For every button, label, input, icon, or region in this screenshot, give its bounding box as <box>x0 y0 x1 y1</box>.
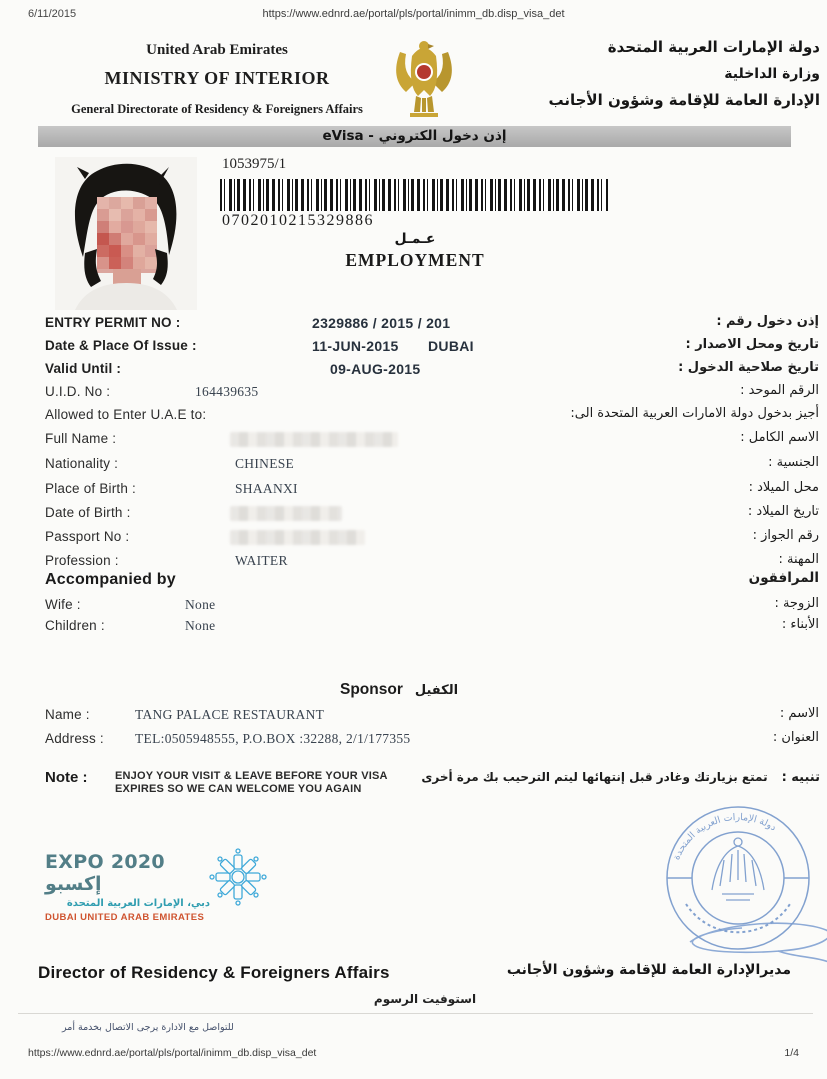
field-label-ar: إذن دخول رقم : <box>716 314 819 329</box>
field-row-nationality <box>45 456 819 476</box>
field-value: TEL:0505948555, P.O.BOX :32288, 2/1/177355 <box>135 731 411 746</box>
note-text-ar: تمتع بزيارتك وغادر قبل إنتهائها ليتم الترحيب بك مرة أخرى <box>421 770 768 784</box>
field-value: 11-JUN-2015 <box>312 338 399 354</box>
file-serial-number: 1053975/1 <box>222 156 287 172</box>
note-label-en: Note : <box>45 769 88 786</box>
letterhead-english <box>42 42 392 117</box>
field-value: 164439635 <box>195 384 259 399</box>
director-title-ar: مديرالإدارة العامة للإقامة وشؤون الأجانب <box>506 962 791 978</box>
sponsor-title-en: Sponsor <box>340 681 403 698</box>
field-label-ar: تاريخ ومحل الاصدار : <box>685 337 819 352</box>
field-row-birth-place <box>45 481 819 501</box>
director-title-en: Director of Residency & Foreigners Affairs <box>38 963 390 982</box>
redacted-value <box>230 530 365 545</box>
field-label-ar: العنوان : <box>772 730 819 745</box>
field-row-full-name <box>45 431 819 451</box>
field-label-en: Allowed to Enter U.A.E to: <box>45 407 207 422</box>
field-label-en: Passport No : <box>45 529 130 544</box>
field-label-en: U.I.D. No : <box>45 384 111 399</box>
field-label-en: Wife : <box>45 597 81 612</box>
field-label-en: Place of Birth : <box>45 481 136 496</box>
uae-falcon-emblem-icon <box>390 34 458 122</box>
section-title-en: Accompanied by <box>45 571 176 588</box>
field-label-en: ENTRY PERMIT NO : <box>45 315 181 330</box>
country-name-ar: دولة الإمارات العربية المتحدة <box>607 38 820 56</box>
field-label-en: Full Name : <box>45 431 117 446</box>
directorate-name-ar: الإدارة العامة للإقامة وشؤون الأجانب <box>548 91 820 109</box>
footer-divider <box>18 1013 813 1014</box>
barcode <box>220 179 608 211</box>
field-row-allowed <box>45 407 819 427</box>
field-label-ar: أجيز بدخول دولة الامارات العربية المتحدة الى: <box>570 406 819 421</box>
field-row-sponsor-name <box>45 707 819 727</box>
expo2020-logo <box>45 851 210 923</box>
field-row-birth-date <box>45 505 819 525</box>
fees-collected-ar: استوفيت الرسوم <box>373 992 477 1006</box>
field-label-ar: الاسم : <box>779 706 819 721</box>
visa-type-english: EMPLOYMENT <box>345 250 485 270</box>
accompanied-by-header <box>45 571 819 591</box>
evisa-title-banner: eVisa - إذن دخول الكتروني <box>38 126 791 147</box>
stamp-ring-text: دولة الإمارات العربية المتحدة <box>671 811 779 862</box>
field-row-passport <box>45 529 819 549</box>
directorate-name-en: General Directorate of Residency & Foreigners Affairs <box>71 102 363 116</box>
expo-subtitle-en: DUBAI UNITED ARAB EMIRATES <box>45 912 205 923</box>
redacted-value <box>230 432 398 447</box>
field-label-ar: المهنة : <box>778 552 819 567</box>
field-row-issue <box>45 338 819 358</box>
field-value: WAITER <box>235 553 288 568</box>
field-value: None <box>185 597 216 612</box>
field-value: 2329886 / 2015 / 201 <box>312 315 451 331</box>
field-label-ar: تاريخ الميلاد : <box>747 504 819 519</box>
expo-subtitle-ar: دبي، الإمارات العربية المتحدة <box>66 898 210 909</box>
sponsor-section-header <box>340 681 458 699</box>
note-arabic <box>421 770 820 785</box>
field-label-en: Valid Until : <box>45 361 122 376</box>
field-value: TANG PALACE RESTAURANT <box>135 707 325 722</box>
field-label-en: Date of Birth : <box>45 505 131 520</box>
barcode-number: 0702010215329886 <box>222 212 374 229</box>
expo-title: EXPO 2020 إكسبو <box>45 851 165 895</box>
field-value: SHAANXI <box>235 481 298 496</box>
sponsor-title-ar: الكفيل <box>414 683 459 698</box>
field-label-ar: الزوجة : <box>774 596 819 611</box>
field-label-en: Address : <box>45 731 104 746</box>
section-title-ar: المرافقون <box>748 570 819 586</box>
field-label-ar: الاسم الكامل : <box>740 430 819 445</box>
field-row-entry-permit <box>45 315 819 335</box>
applicant-photo <box>55 157 197 310</box>
visa-type-arabic: عـمـل <box>394 231 436 247</box>
field-value: None <box>185 618 216 633</box>
field-value: 09-AUG-2015 <box>330 361 421 377</box>
ministry-name-ar: وزارة الداخلية <box>724 66 820 82</box>
note-line2: EXPIRES SO WE CAN WELCOME YOU AGAIN <box>115 783 362 795</box>
note-label-ar: تنبيه : <box>781 770 820 785</box>
country-name-en: United Arab Emirates <box>146 42 288 58</box>
expo-flower-icon <box>208 846 268 908</box>
field-label-ar: الرقم الموحد : <box>740 383 819 398</box>
print-url: https://www.ednrd.ae/portal/pls/portal/inimm_db.disp_visa_det <box>262 8 565 20</box>
note-text-en <box>115 770 460 796</box>
field-label-en: Profession : <box>45 553 119 568</box>
note-line1: ENJOY YOUR VISIT & LEAVE BEFORE YOUR VISA <box>115 770 388 782</box>
footer-page-number: 1/4 <box>784 1047 799 1059</box>
field-row-profession <box>45 553 819 573</box>
contact-note-ar: للتواصل مع الادارة يرجى الاتصال بخدمة أمر <box>62 1022 234 1033</box>
field-row-valid-until <box>45 361 819 381</box>
field-label-en: Nationality : <box>45 456 119 471</box>
letterhead-arabic <box>520 38 820 109</box>
field-value: CHINESE <box>235 456 295 471</box>
field-row-sponsor-address <box>45 731 819 751</box>
field-label-ar: الأبناء : <box>781 617 819 632</box>
redacted-value <box>230 506 342 521</box>
field-label-en: Date & Place Of Issue : <box>45 338 197 353</box>
field-label-en: Children : <box>45 618 105 633</box>
field-value-place: DUBAI <box>428 338 474 354</box>
field-label-ar: رقم الجواز : <box>752 528 819 543</box>
field-row-uid <box>45 384 819 404</box>
field-row-wife <box>45 597 819 617</box>
print-date: 6/11/2015 <box>28 8 77 20</box>
field-row-children <box>45 618 819 638</box>
svg-text:دولة الإمارات العربية المتحدة <box>671 812 778 862</box>
field-label-ar: الجنسية : <box>768 455 819 470</box>
ministry-name-en: MINISTRY OF INTERIOR <box>104 68 330 88</box>
field-label-en: Name : <box>45 707 90 722</box>
field-label-ar: تاريخ صلاحية الدخول : <box>678 360 819 375</box>
footer-url: https://www.ednrd.ae/portal/pls/portal/inimm_db.disp_visa_det <box>28 1047 317 1059</box>
field-label-ar: محل الميلاد : <box>748 480 819 495</box>
